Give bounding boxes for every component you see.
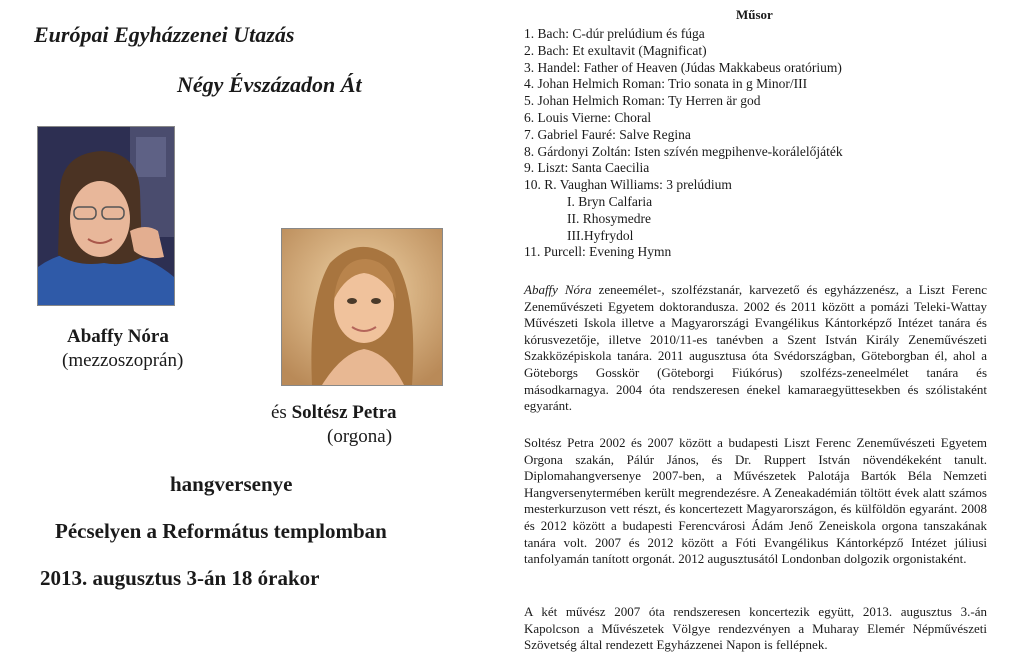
program-subitem: II. Rhosymedre	[567, 210, 651, 226]
performer2-name: Soltész Petra	[291, 402, 397, 423]
joint-performance-note: A két művész 2007 óta rendszeresen koncertezik együtt, 2013. augusztus 3.-án Kapolcson a Művészetek Völgye rendezvényen a Muharay Elemér Népművészeti Szövetség által rendezett Egyházzenei Napon is fellépnek.	[524, 604, 987, 653]
program-item: 9. Liszt: Santa Caecilia	[524, 160, 650, 176]
program-item: 10. R. Vaughan Williams: 3 prelúdium	[524, 177, 732, 193]
concert-venue: Pécselyen a Református templomban	[55, 519, 387, 543]
program-subitem: I. Bryn Calfaria	[567, 193, 653, 209]
event-title: Európai Egyházzenei Utazás	[34, 22, 295, 47]
program-item: 1. Bach: C-dúr prelúdium és fúga	[524, 26, 705, 41]
bio-abaffy-nora	[524, 282, 987, 415]
program-item: 6. Louis Vierne: Choral	[524, 109, 652, 125]
performer1-role: (mezzoszoprán)	[62, 350, 184, 371]
bio-soltesz-petra: Soltész Petra 2002 és 2007 között a budapesti Liszt Ferenc Zeneművészeti Egyetem Orgona szakán, Pálúr János, és Dr. Ruppert István növendékeként tanult. Diplomahangversenye 2007-ben, a Művészetek Palotája Bartók Béla Nemzeti Hangversenytermében került megrendezésre. A Zeneakadémián töltött évek alatt számos mesterkurzuson vett részt, és koncertezett Magyarországon, és külföldön egyaránt. 2008 és 2012 között a budapesti Ferencvárosi Ádám Jenő Zeneiskola orgona tanszakának tanára volt. 2007 és 2012 között a Fóti Evangélikus Kántorképző Intézet júliusi tanfolyamán tanított orgonát. 2012 augusztusától Londonban dolgozik orgonistaként.	[524, 435, 987, 567]
program-item: 7. Gabriel Fauré: Salve Regina	[524, 126, 691, 142]
event-subtitle: Négy Évszázadon Át	[177, 72, 362, 97]
program-item: 4. Johan Helmich Roman: Trio sonata in g Minor/III	[524, 76, 808, 92]
performer2-role: (orgona)	[327, 426, 393, 447]
performer1-name: Abaffy Nóra	[67, 326, 169, 347]
concert-date: 2013. augusztus 3-án 18 órakor	[40, 566, 320, 590]
program-subitem: III.Hyfrydol	[567, 227, 634, 243]
performer2-line	[271, 402, 397, 424]
concert-heading: hangversenye	[170, 472, 293, 496]
portrait-soltesz-illustration	[282, 229, 442, 385]
portrait-photo-soltesz-petra	[281, 228, 443, 386]
bio-abaffy-name: Abaffy Nóra	[524, 282, 592, 297]
bio-abaffy-text: zeneemélet-, szolfézstanár, karvezető és egyházzenész, a Liszt Ferenc Zeneművészeti Egyetem doktorandusza. 2002 és 2011 között a pomázi Teleki-Wattay Művészeti Iskola illetve a Magyarországi Evangélikus Kántorképző Intézet tanára és kórusvezetője, illetve 2010/11-es tanévben a Szent István Király Zeneművészeti Szakközépiskola tanára. 2011 augusztusa óta Svédországban, Göteborgban él, ahol a Göteborgs Gosskör (Göteborgi Fiúkórus) szolfézs-zeneelmélet tanára és másodkarnagya. 2004 óta rendszeresen énekel kamaraegyüttesekben és szólistaként egyaránt.	[524, 282, 988, 414]
portrait-photo-abaffy-nora	[37, 126, 175, 306]
program-item: 2. Bach: Et exultavit (Magnificat)	[524, 42, 707, 58]
program-title: Műsor	[736, 7, 773, 22]
program-item: 11. Purcell: Evening Hymn	[524, 244, 672, 260]
portrait-abaffy-illustration	[38, 127, 174, 305]
program-item: 5. Johan Helmich Roman: Ty Herren är god	[524, 93, 761, 109]
program-item: 3. Handel: Father of Heaven (Júdas Makkabeus oratórium)	[524, 59, 842, 75]
performer2-prefix: és	[271, 402, 287, 423]
program-list	[524, 26, 984, 261]
program-item: 8. Gárdonyi Zoltán: Isten szívén megpihenve-korálelőjáték	[524, 143, 843, 159]
